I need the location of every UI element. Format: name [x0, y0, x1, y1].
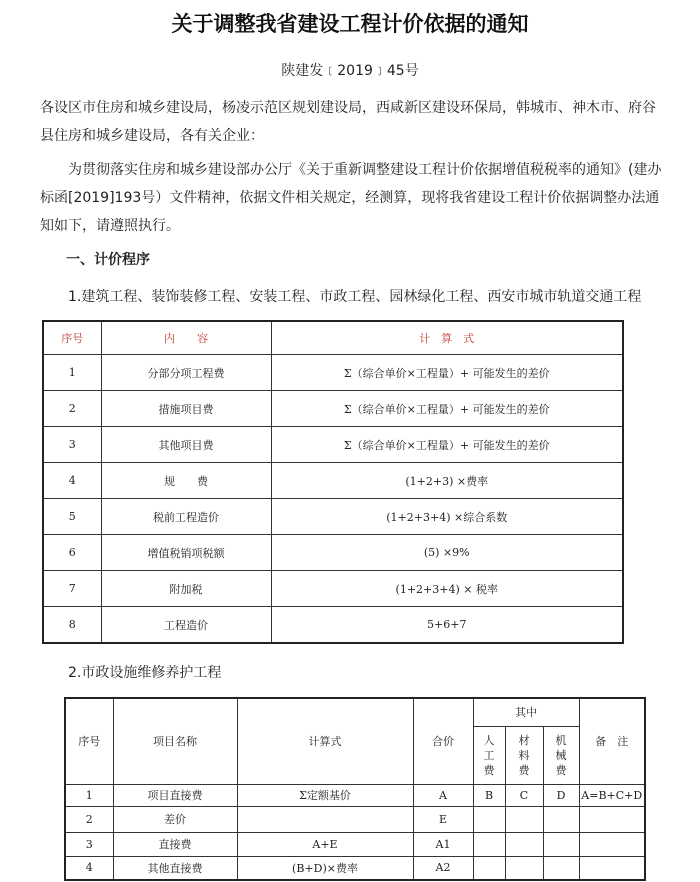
row-labor: [473, 856, 505, 880]
header-remark: 备 注: [579, 698, 645, 784]
row-content: 其他项目费: [101, 427, 271, 463]
header-labor-text: 人 工 费: [483, 733, 495, 777]
row-total: A2: [413, 856, 473, 880]
row-content: 增值税销项税额: [101, 535, 271, 571]
header-labor: [473, 726, 505, 784]
header-of-which: 其中: [473, 698, 579, 726]
row-content: 规 费: [101, 463, 271, 499]
header-no: 序号: [65, 698, 113, 784]
table-row: [43, 391, 623, 427]
intro-paragraph: 为贯彻落实住房和城乡建设部办公厅《关于重新调整建设工程计价依据增值税税率的通知》(建办标函[2019]193号）文件精神，依据文件相关规定，经测算，现将我省建设工程计价依据调整办法通知如下，请遵照执行。: [40, 162, 662, 234]
header-item-name: 项目名称: [113, 698, 237, 784]
row-remark: [579, 832, 645, 856]
row-no: 6: [43, 535, 101, 571]
row-content: 税前工程造价: [101, 499, 271, 535]
row-formula: Σ（综合单价×工程量）+ 可能发生的差价: [271, 391, 623, 427]
row-item-name: 项目直接费: [113, 784, 237, 806]
row-remark: [579, 856, 645, 880]
row-formula: [237, 806, 413, 832]
row-total: A: [413, 784, 473, 806]
row-machine: [543, 832, 579, 856]
row-no: 3: [43, 427, 101, 463]
addressee-paragraph: 各设区市住房和城乡建设局，杨凌示范区规划建设局，西咸新区建设环保局，韩城市、神木市、府谷县住房和城乡建设局，各有关企业：: [40, 100, 656, 144]
header-content: 内 容: [101, 321, 271, 355]
row-no: 1: [43, 355, 101, 391]
table-row: [65, 832, 645, 856]
row-no: 2: [43, 391, 101, 427]
row-content: 附加税: [101, 571, 271, 607]
table-row: [43, 571, 623, 607]
row-labor: [473, 832, 505, 856]
row-no: 2: [65, 806, 113, 832]
table-row: [43, 463, 623, 499]
row-item-name: 差价: [113, 806, 237, 832]
header-material-text: 材 料 费: [518, 733, 530, 777]
row-material: [505, 856, 543, 880]
row-total: E: [413, 806, 473, 832]
row-formula: 5+6+7: [271, 607, 623, 644]
row-formula: A+E: [237, 832, 413, 856]
row-total: A1: [413, 832, 473, 856]
row-formula: (1+2+3+4) ×综合系数: [271, 499, 623, 535]
row-material: [505, 806, 543, 832]
row-machine: [543, 806, 579, 832]
row-formula: (5) ×9%: [271, 535, 623, 571]
table-row: [65, 784, 645, 806]
row-no: 4: [43, 463, 101, 499]
subheading-construction-projects: 1.建筑工程、装饰装修工程、安装工程、市政工程、园林绿化工程、西安市城市轨道交通工程: [68, 289, 642, 305]
row-item-name: 其他直接费: [113, 856, 237, 880]
subheading-municipal-maintenance: 2.市政设施维修养护工程: [68, 665, 222, 681]
row-machine: [543, 856, 579, 880]
row-remark: [579, 806, 645, 832]
row-formula: (1+2+3) ×费率: [271, 463, 623, 499]
row-material: C: [505, 784, 543, 806]
document-number: 陕建发﹝2019﹞45号: [281, 63, 419, 79]
row-material: [505, 832, 543, 856]
table-row: [43, 427, 623, 463]
header-no: 序号: [43, 321, 101, 355]
row-remark: A=B+C+D: [579, 784, 645, 806]
header-total: 合价: [413, 698, 473, 784]
row-labor: [473, 806, 505, 832]
table-row: [43, 607, 623, 644]
document-title: 关于调整我省建设工程计价依据的通知: [171, 11, 529, 36]
table-row: [43, 355, 623, 391]
row-no: 7: [43, 571, 101, 607]
row-content: 工程造价: [101, 607, 271, 644]
header-formula: 计 算 式: [271, 321, 623, 355]
row-no: 8: [43, 607, 101, 644]
table-row: [65, 806, 645, 832]
row-formula: Σ定额基价: [237, 784, 413, 806]
row-content: 措施项目费: [101, 391, 271, 427]
table-row: [43, 499, 623, 535]
row-item-name: 直接费: [113, 832, 237, 856]
header-machine: [543, 726, 579, 784]
row-no: 3: [65, 832, 113, 856]
row-formula: Σ（综合单价×工程量）+ 可能发生的差价: [271, 427, 623, 463]
row-no: 4: [65, 856, 113, 880]
row-formula: (1+2+3+4) × 税率: [271, 571, 623, 607]
table-row: [65, 856, 645, 880]
row-machine: D: [543, 784, 579, 806]
row-labor: B: [473, 784, 505, 806]
row-formula: Σ（综合单价×工程量）+ 可能发生的差价: [271, 355, 623, 391]
pricing-procedure-table: [42, 320, 624, 644]
table-row: [43, 535, 623, 571]
section-heading-pricing-procedure: 一、计价程序: [66, 252, 150, 268]
row-content: 分部分项工程费: [101, 355, 271, 391]
header-material: [505, 726, 543, 784]
table-header-row: [43, 321, 623, 355]
row-no: 5: [43, 499, 101, 535]
maintenance-cost-table: [64, 697, 646, 881]
row-no: 1: [65, 784, 113, 806]
header-formula: 计算式: [237, 698, 413, 784]
table-header-row: [65, 698, 645, 726]
header-machine-text: 机 械 费: [555, 733, 567, 777]
row-formula: (B+D)×费率: [237, 856, 413, 880]
